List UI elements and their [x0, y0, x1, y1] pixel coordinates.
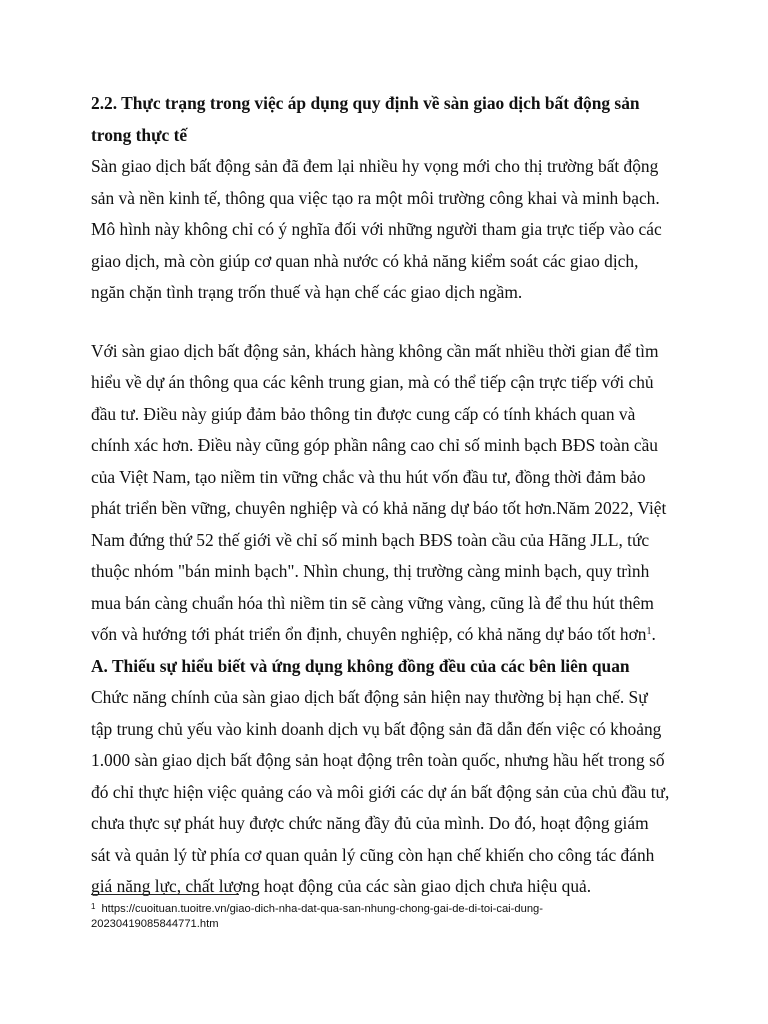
paragraph-2 [91, 336, 691, 651]
text-line: Nam đứng thứ 52 thế giới về chỉ số minh bạch BĐS toàn cầu của Hãng JLL, tức [91, 529, 650, 550]
section-heading-line: 2.2. Thực trạng trong việc áp dụng quy định về sàn giao dịch bất động sản [91, 93, 640, 113]
text-fragment: vốn và hướng tới phát triển ổn định, chuyên nghiệp, có khả năng dự báo tốt hơn [91, 624, 647, 644]
text-line: tập trung chủ yếu vào kinh doanh dịch vụ bất động sản đã dẫn đến việc có khoảng [91, 718, 662, 739]
paragraph-spacer [91, 309, 691, 336]
text-line: đầu tư. Điều này giúp đảm bảo thông tin được cung cấp có tính khách quan và [91, 403, 636, 424]
text-line: giao dịch, mà còn giúp cơ quan nhà nước có khả năng kiểm soát các giao dịch, [91, 250, 639, 271]
text-line: thuộc nhóm "bán minh bạch". Nhìn chung, thị trường càng minh bạch, quy trình [91, 561, 650, 581]
section-heading [91, 88, 691, 151]
footnote-reference[interactable]: 1 [646, 626, 652, 637]
paragraph-1 [91, 151, 691, 309]
subheading-a [91, 651, 691, 683]
text-line: Sàn giao dịch bất động sản đã đem lại nhiều hy vọng mới cho thị trường bất động [91, 156, 659, 176]
footnote-line [91, 899, 691, 917]
text-line: mua bán càng chuẩn hóa thì niềm tin sẽ càng vững vàng, cũng là để thu hút thêm [91, 592, 654, 613]
footnote-separator [91, 894, 239, 895]
text-line: ngăn chặn tình trạng trốn thuế và hạn chế các giao dịch ngầm. [91, 282, 523, 302]
text-line: phát triển bền vững, chuyên nghiệp và có khả năng dự báo tốt hơn.Năm 2022, Việt [91, 498, 667, 518]
text-line: 1.000 sàn giao dịch bất động sản hoạt động trên toàn quốc, nhưng hầu hết trong số [91, 750, 665, 770]
subheading-line: A. Thiếu sự hiểu biết và ứng dụng không đồng đều của các bên liên quan [91, 655, 630, 676]
text-line: đó chỉ thực hiện việc quảng cáo và môi giới các dự án bất động sản của chủ đầu tư, [91, 781, 670, 802]
text-line: sản và nền kinh tế, thông qua việc tạo ra một môi trường công khai và minh bạch. [91, 187, 660, 208]
section-heading-line: trong thực tế [91, 124, 188, 145]
footnote-url[interactable]: https://cuoituan.tuoitre.vn/giao-dich-nha-dat-qua-san-nhung-chong-gai-de-di-toi-cai-dung- [101, 903, 543, 915]
footnote [91, 899, 691, 932]
footnote-mark: 1 [91, 902, 96, 911]
text-line: Với sàn giao dịch bất động sản, khách hàng không cần mất nhiều thời gian để tìm [91, 340, 659, 361]
text-line: giá năng lực, chất lượng hoạt động của các sàn giao dịch chưa hiệu quả. [91, 876, 592, 896]
text-line: của Việt Nam, tạo niềm tin vững chắc và thu hút vốn đầu tư, đồng thời đảm bảo [91, 466, 646, 487]
footnote-line[interactable]: 20230419085844771.htm [91, 918, 219, 930]
text-line: Chức năng chính của sàn giao dịch bất động sản hiện nay thường bị hạn chế. Sự [91, 687, 648, 707]
document-body [91, 88, 691, 903]
text-line: hiểu về dự án thông qua các kênh trung gian, mà có thể tiếp cận trực tiếp với chủ [91, 372, 654, 392]
paragraph-3 [91, 682, 691, 903]
text-line-with-footnote [91, 619, 691, 651]
text-line: chính xác hơn. Điều này cũng góp phần nâng cao chỉ số minh bạch BĐS toàn cầu [91, 435, 659, 455]
text-line: chưa thực sự phát huy được chức năng đầy đủ của mình. Do đó, hoạt động giám [91, 813, 649, 833]
text-line: sát và quản lý từ phía cơ quan quản lý cũng còn hạn chế khiến cho công tác đánh [91, 844, 655, 865]
text-fragment: . [651, 624, 656, 644]
text-line: Mô hình này không chỉ có ý nghĩa đối với những người tham gia trực tiếp vào các [91, 219, 662, 239]
